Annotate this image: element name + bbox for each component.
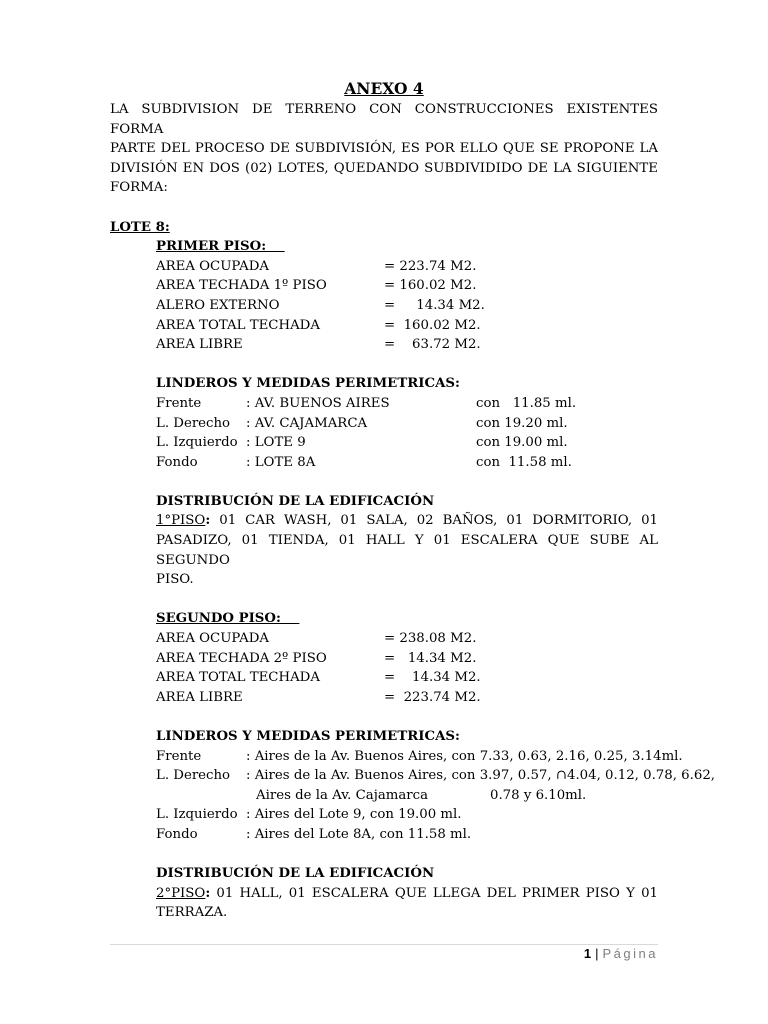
lindero-desc: : Aires del Lote 9, con 19.00 ml.	[246, 807, 462, 823]
intro-line: PARTE DEL PROCESO DE SUBDIVISIÓN, ES POR ELLO QUE SE PROPONE LA	[110, 141, 658, 157]
area-label: AREA TECHADA 1º PISO	[156, 278, 327, 294]
intro-line: LA SUBDIVISION DE TERRENO CON CONSTRUCCIONES EXISTENTES FORMA	[110, 102, 658, 137]
area-value: = 14.34 M2.	[384, 670, 481, 686]
lindero-side: L. Derecho	[156, 768, 231, 784]
lindero-row	[156, 786, 658, 806]
lindero-measure: con 11.85 ml.	[476, 395, 577, 411]
area-value: = 160.02 M2.	[384, 317, 481, 333]
distribucion-line	[156, 884, 658, 904]
lindero-side: L. Izquierdo	[156, 807, 238, 823]
area-row	[156, 296, 658, 316]
linderos-heading: LINDEROS Y MEDIDAS PERIMETRICAS:	[156, 376, 460, 392]
area-row	[156, 276, 658, 296]
piso-colon: :	[205, 885, 211, 901]
lindero-row	[156, 414, 658, 434]
area-value: = 63.72 M2.	[384, 337, 481, 353]
page-separator: |	[595, 946, 599, 961]
area-value: = 14.34 M2.	[384, 650, 477, 666]
lindero-measure: con 19.00 ml.	[476, 435, 568, 451]
lote-heading: LOTE 8:	[110, 219, 170, 235]
lindero-side: Fondo	[156, 454, 198, 470]
lindero-side: Frente	[156, 748, 202, 764]
lindero-side: Frente	[156, 395, 202, 411]
area-label: ALERO EXTERNO	[156, 297, 280, 313]
lindero-row	[156, 747, 683, 767]
intro-paragraph	[110, 100, 658, 198]
document-page	[110, 78, 716, 923]
lindero-desc: : LOTE 9	[246, 435, 306, 451]
lindero-desc: : Aires de la Av. Buenos Aires, con 3.97, 0.57, ∩4.04, 0.12, 0.78, 6.62,	[246, 768, 716, 784]
distribucion-heading: DISTRIBUCIÓN DE LA EDIFICACIÓN	[156, 866, 435, 882]
area-row	[156, 688, 658, 708]
lindero-row	[156, 394, 658, 414]
piso-colon: :	[205, 513, 211, 529]
area-label: AREA OCUPADA	[156, 631, 270, 647]
lindero-side: Fondo	[156, 826, 198, 842]
area-row	[156, 629, 658, 649]
area-value: = 160.02 M2.	[384, 278, 477, 294]
lindero-row	[156, 825, 658, 845]
lindero-measure: con 11.58 ml.	[476, 454, 572, 470]
lindero-desc: : AV. CAJAMARCA	[246, 415, 368, 431]
lindero-desc: : Aires del Lote 8A, con 11.58 ml.	[246, 826, 472, 842]
area-label: AREA OCUPADA	[156, 258, 270, 274]
lindero-row	[156, 433, 658, 453]
lindero-row	[156, 805, 658, 825]
distribucion-line: PISO.	[156, 572, 194, 588]
distribucion-line	[156, 511, 658, 531]
page-footer	[584, 946, 658, 961]
area-row	[156, 668, 658, 688]
area-label: AREA LIBRE	[156, 689, 243, 705]
primer-piso-heading: PRIMER PISO:	[156, 239, 285, 255]
lindero-desc: : LOTE 8A	[246, 454, 316, 470]
intro-line: DIVISIÓN EN DOS (02) LOTES, QUEDANDO SUBDIVIDIDO DE LA SIGUIENTE	[110, 160, 658, 176]
area-row	[156, 335, 658, 355]
area-row	[156, 649, 658, 669]
distribucion-line: PASADIZO, 01 TIENDA, 01 HALL Y 01 ESCALERA QUE SUBE AL SEGUNDO	[156, 533, 658, 568]
intro-line: FORMA:	[110, 180, 168, 196]
area-row	[156, 257, 658, 277]
lindero-row	[156, 453, 658, 473]
distribucion-paragraph	[156, 884, 658, 923]
lindero-desc: : AV. BUENOS AIRES	[246, 395, 390, 411]
area-label: AREA TOTAL TECHADA	[156, 670, 320, 686]
area-value: = 14.34 M2.	[384, 297, 485, 313]
page-word: Página	[602, 946, 658, 961]
linderos-heading: LINDEROS Y MEDIDAS PERIMETRICAS:	[156, 729, 460, 744]
area-label: AREA TECHADA 2º PISO	[156, 650, 327, 666]
lindero-measure: 0.78 y 6.10ml.	[490, 787, 587, 803]
page-title: ANEXO 4	[344, 79, 424, 98]
area-value: = 223.74 M2.	[384, 689, 481, 705]
area-label: AREA LIBRE	[156, 337, 243, 353]
area-value: = 238.08 M2.	[384, 631, 477, 647]
area-label: AREA TOTAL TECHADA	[156, 317, 320, 333]
distribucion-text: 01 CAR WASH, 01 SALA, 02 BAÑOS, 01 DORMITORIO, 01	[210, 513, 658, 529]
distribucion-text: 01 HALL, 01 ESCALERA QUE LLEGA DEL PRIMER PISO Y 01	[210, 885, 658, 901]
piso-label: 1°PISO	[156, 513, 206, 529]
area-value: = 223.74 M2.	[384, 258, 477, 274]
segundo-piso-heading: SEGUNDO PISO:	[156, 611, 300, 627]
distribucion-line: TERRAZA.	[156, 905, 228, 921]
lindero-side: L. Derecho	[156, 415, 231, 431]
page-number: 1	[583, 946, 592, 961]
lindero-measure: con 19.20 ml.	[476, 415, 568, 431]
distribucion-paragraph	[156, 511, 658, 589]
footer-rule	[110, 944, 658, 945]
area-row	[156, 316, 658, 336]
lindero-row	[156, 766, 716, 786]
distribucion-heading: DISTRIBUCIÓN DE LA EDIFICACIÓN	[156, 493, 435, 509]
lindero-desc: : Aires de la Av. Buenos Aires, con 7.33, 0.63, 2.16, 0.25, 3.14ml.	[246, 748, 683, 764]
lindero-desc: Aires de la Av. Cajamarca	[256, 787, 429, 803]
piso-label: 2°PISO	[156, 885, 206, 901]
lindero-side: L. Izquierdo	[156, 435, 238, 451]
primer-piso-section	[156, 237, 716, 923]
